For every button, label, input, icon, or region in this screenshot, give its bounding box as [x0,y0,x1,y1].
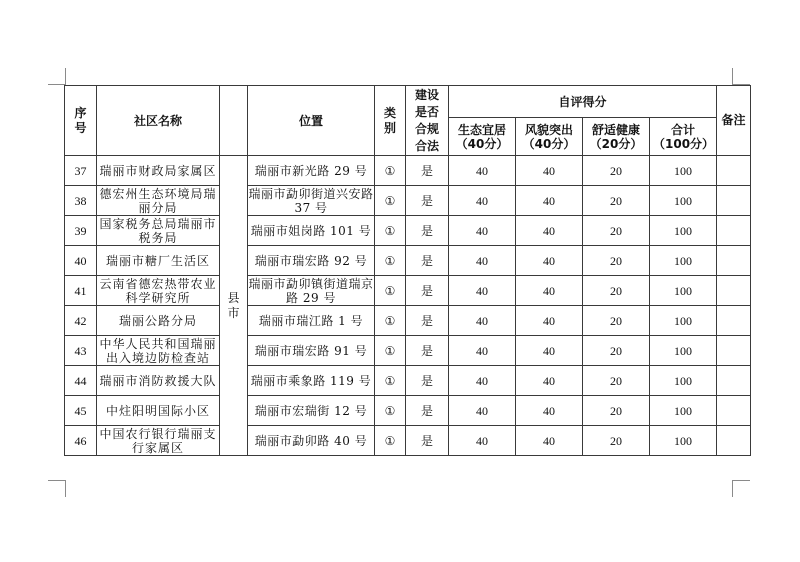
row-comfort: 20 [583,396,650,426]
row-comfort: 20 [583,276,650,306]
row-seq: 38 [65,186,97,216]
row-style: 40 [516,336,583,366]
table-row [65,186,751,216]
row-compliance: 是 [406,246,449,276]
row-remarks [717,396,751,426]
row-category: ① [375,396,406,426]
table-row [65,336,751,366]
row-style: 40 [516,156,583,186]
row-comfort: 20 [583,426,650,456]
row-community-name: 国家税务总局瑞丽市税务局 [97,216,220,246]
row-eco: 40 [449,336,516,366]
county-cell: 县市 [220,156,248,456]
row-location: 瑞丽市宏瑞街 12 号 [248,396,375,426]
header-location: 位置 [248,86,375,156]
row-category: ① [375,216,406,246]
row-seq: 42 [65,306,97,336]
row-total: 100 [650,216,717,246]
row-comfort: 20 [583,306,650,336]
row-seq: 41 [65,276,97,306]
row-community-name: 瑞丽市财政局家属区 [97,156,220,186]
header-self-score: 自评得分 [449,86,717,118]
row-location: 瑞丽市勐卯路 40 号 [248,426,375,456]
row-seq: 46 [65,426,97,456]
row-category: ① [375,336,406,366]
row-community-name: 德宏州生态环境局瑞丽分局 [97,186,220,216]
row-remarks [717,186,751,216]
row-comfort: 20 [583,246,650,276]
crop-mark-bottom-left-v [65,480,66,497]
row-eco: 40 [449,276,516,306]
table-row [65,426,751,456]
table-row [65,306,751,336]
row-location: 瑞丽市乘象路 119 号 [248,366,375,396]
row-style: 40 [516,186,583,216]
row-category: ① [375,366,406,396]
row-style: 40 [516,366,583,396]
row-seq: 44 [65,366,97,396]
row-comfort: 20 [583,336,650,366]
row-category: ① [375,306,406,336]
row-compliance: 是 [406,186,449,216]
row-community-name: 云南省德宏热带农业科学研究所 [97,276,220,306]
header-total: 合计（100分） [650,118,717,156]
row-location: 瑞丽市姐岗路 101 号 [248,216,375,246]
crop-mark-bottom-right-h [733,480,750,481]
row-style: 40 [516,276,583,306]
row-community-name: 瑞丽市消防救援大队 [97,366,220,396]
row-comfort: 20 [583,366,650,396]
row-remarks [717,306,751,336]
row-total: 100 [650,426,717,456]
header-comfort: 舒适健康（20分） [583,118,650,156]
row-seq: 43 [65,336,97,366]
crop-mark-bottom-right-v [732,480,733,497]
row-eco: 40 [449,216,516,246]
row-compliance: 是 [406,276,449,306]
row-total: 100 [650,366,717,396]
table-row [65,276,751,306]
header-remarks: 备注 [717,86,751,156]
row-seq: 39 [65,216,97,246]
row-remarks [717,216,751,246]
row-location: 瑞丽市瑞宏路 92 号 [248,246,375,276]
table-row [65,366,751,396]
row-eco: 40 [449,396,516,426]
crop-mark-bottom-left-h [48,480,65,481]
row-seq: 45 [65,396,97,426]
row-eco: 40 [449,246,516,276]
row-remarks [717,366,751,396]
row-compliance: 是 [406,396,449,426]
row-category: ① [375,186,406,216]
row-community-name: 中国农行银行瑞丽支行家属区 [97,426,220,456]
row-remarks [717,246,751,276]
row-compliance: 是 [406,216,449,246]
table-row [65,396,751,426]
row-total: 100 [650,336,717,366]
row-community-name: 中炷阳明国际小区 [97,396,220,426]
row-remarks [717,426,751,456]
community-score-table [64,85,751,456]
row-style: 40 [516,246,583,276]
header-blank [220,86,248,156]
row-style: 40 [516,426,583,456]
row-category: ① [375,246,406,276]
row-location: 瑞丽市新光路 29 号 [248,156,375,186]
table-row [65,246,751,276]
row-eco: 40 [449,426,516,456]
row-location: 瑞丽市勐卯镇街道瑞京路 29 号 [248,276,374,305]
crop-mark-top-left-v [65,68,66,85]
crop-mark-top-left-h [48,84,65,85]
row-style: 40 [516,216,583,246]
row-total: 100 [650,276,717,306]
table-row [65,156,751,186]
row-location: 瑞丽市瑞江路 1 号 [248,306,375,336]
row-remarks [717,156,751,186]
row-style: 40 [516,396,583,426]
row-compliance: 是 [406,156,449,186]
row-comfort: 20 [583,186,650,216]
row-total: 100 [650,246,717,276]
row-eco: 40 [449,306,516,336]
header-eco: 生态宜居（40分） [449,118,516,156]
row-eco: 40 [449,186,516,216]
row-community-name: 瑞丽市糖厂生活区 [97,246,220,276]
row-eco: 40 [449,156,516,186]
row-total: 100 [650,156,717,186]
row-location: 瑞丽市瑞宏路 91 号 [248,336,375,366]
header-community: 社区名称 [97,86,220,156]
header-style: 风貌突出（40分） [516,118,583,156]
row-remarks [717,336,751,366]
row-seq: 37 [65,156,97,186]
header-seq: 序号 [65,86,97,156]
row-total: 100 [650,306,717,336]
row-remarks [717,276,751,306]
row-comfort: 20 [583,216,650,246]
row-category: ① [375,156,406,186]
row-eco: 40 [449,366,516,396]
row-compliance: 是 [406,366,449,396]
row-comfort: 20 [583,156,650,186]
row-category: ① [375,426,406,456]
row-category: ① [375,276,406,306]
crop-mark-top-right-v [732,68,733,85]
header-category: 类别 [375,86,406,156]
row-compliance: 是 [406,336,449,366]
row-community-name: 中华人民共和国瑞丽出入境边防检查站 [97,336,220,366]
row-location: 瑞丽市勐卯街道兴安路 37 号 [248,186,374,215]
row-total: 100 [650,396,717,426]
row-compliance: 是 [406,306,449,336]
row-community-name: 瑞丽公路分局 [97,306,220,336]
table-row [65,216,751,246]
header-compliance: 建设是否合规合法 [406,86,449,156]
row-style: 40 [516,306,583,336]
row-compliance: 是 [406,426,449,456]
row-seq: 40 [65,246,97,276]
row-total: 100 [650,186,717,216]
